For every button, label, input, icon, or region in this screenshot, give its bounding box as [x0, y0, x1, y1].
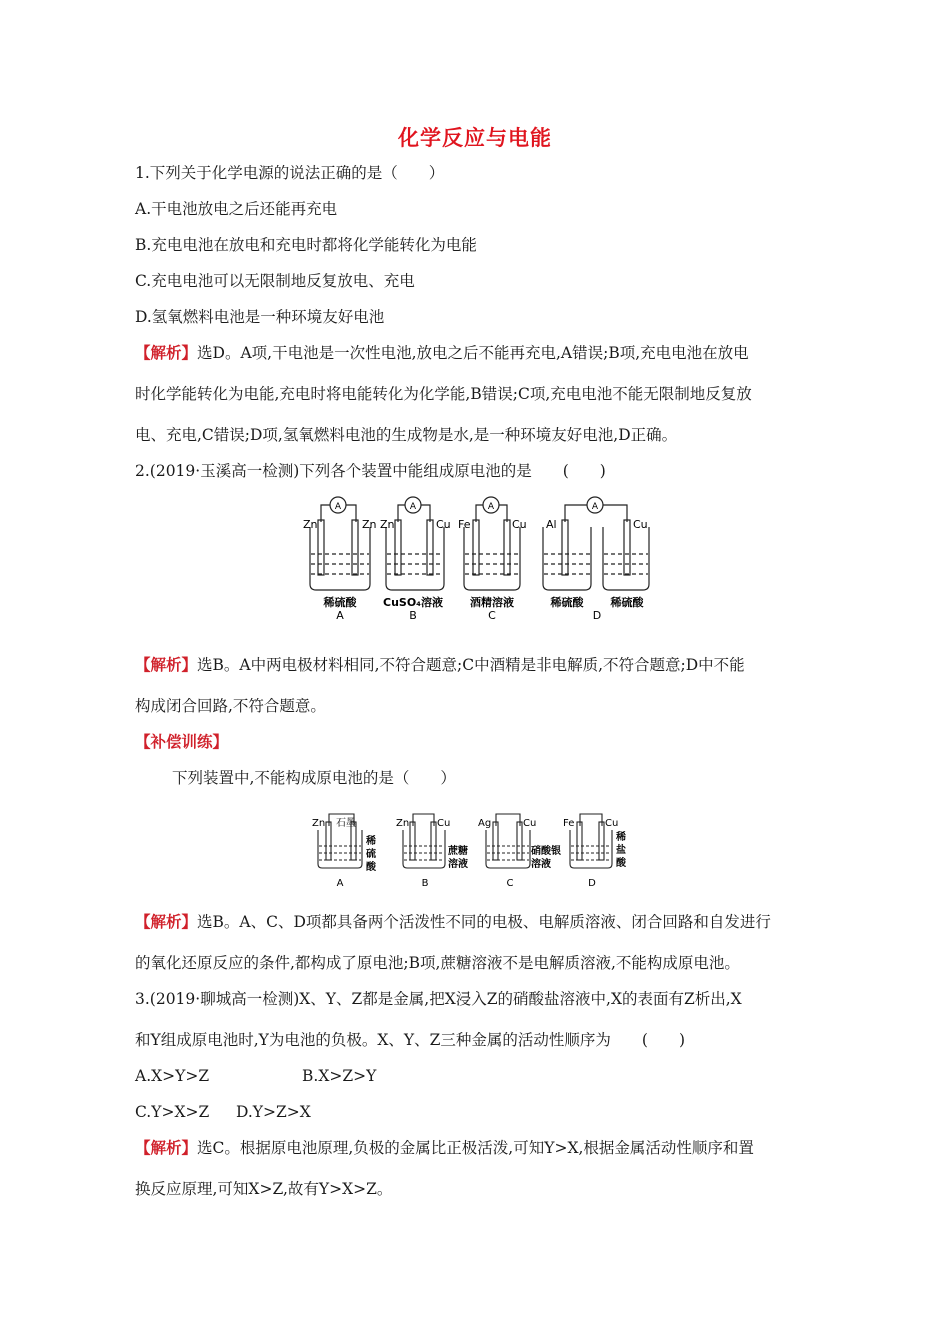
electrode	[577, 822, 582, 860]
supplement-tag	[135, 732, 228, 752]
question-2-figure	[0, 492, 950, 622]
question-1-option-a: A.干电池放电之后还能再充电	[135, 200, 338, 218]
electrode-label: Cu	[437, 818, 451, 829]
analysis-text: 选C。根据原电池原理,负极的金属比正极活泼,可知Y>X,根据金属活动性顺序和置	[197, 1139, 754, 1157]
electrode-label: 石墨	[336, 818, 356, 829]
beaker-icon	[310, 527, 370, 590]
analysis-text: 选B。A中两电极材料相同,不符合题意;C中酒精是非电解质,不符合题意;D中不能	[197, 656, 745, 674]
analysis-tag: 【解析】	[135, 344, 198, 362]
analysis-tag: 【解析】	[135, 1139, 198, 1157]
electrode	[562, 520, 568, 575]
ammeter-label: A	[487, 502, 495, 512]
cell-letter: B	[421, 878, 429, 889]
solution-label: 稀	[366, 836, 376, 847]
question-1-option-d: D.氢氧燃料电池是一种环境友好电池	[135, 308, 385, 326]
analysis-text: 选D。A项,干电池是一次性电池,放电之后不能再充电,A错误;B项,充电电池在放电	[197, 344, 749, 362]
electrode	[352, 520, 358, 575]
question-3-stem-line-2: 和Y组成原电池时,Y为电池的负极。X、Y、Z三种金属的活动性顺序为 ( )	[135, 1031, 686, 1049]
electrode-label: Cu	[512, 518, 527, 531]
electrode-label: Cu	[605, 818, 619, 829]
analysis-tag: 【解析】	[135, 656, 198, 674]
question-3-option-a: A.X>Y>Z	[135, 1067, 210, 1085]
electrode	[473, 520, 479, 575]
question-3-option-c: C.Y>X>Z	[135, 1103, 210, 1121]
electrode-label: Zn	[380, 518, 395, 531]
question-2-stem: 2.(2019·玉溪高一检测)下列各个装置中能组成原电池的是 ( )	[135, 462, 606, 480]
electrode	[624, 520, 630, 575]
beaker-icon	[403, 830, 445, 868]
solution-label: 硝酸银	[531, 846, 561, 857]
question-1-analysis-line-2: 时化学能转化为电能,充电时将电能转化为化学能,B错误;C项,充电电池不能无限制地反复放	[135, 385, 752, 403]
analysis-text: 选B。A、C、D项都具备两个活泼性不同的电极、电解质溶液、闭合回路和自发进行	[197, 913, 771, 931]
cell-letter: C	[506, 878, 514, 889]
electrode	[395, 520, 401, 575]
beaker-icon	[318, 830, 362, 868]
electrode-label: Zn	[396, 818, 410, 829]
supplement-analysis-line-2: 的氧化还原反应的条件,都构成了原电池;B项,蔗糖溶液不是电解质溶液,不能构成原电池。	[135, 954, 740, 972]
question-1-analysis-line-1	[135, 343, 749, 363]
electrode-label: Zn	[312, 818, 326, 829]
electrode	[517, 822, 522, 860]
electrode-label: Al	[546, 518, 557, 531]
question-2-analysis-line-2: 构成闭合回路,不符合题意。	[135, 697, 326, 715]
question-2-analysis-line-1	[135, 655, 745, 675]
electrode	[326, 822, 331, 860]
cell-letter: D	[592, 609, 602, 622]
analysis-tag: 【解析】	[135, 913, 198, 931]
solution-label: 稀硫酸	[323, 596, 357, 609]
solution-label: 酒精溶液	[470, 596, 514, 609]
page-title: 化学反应与电能	[398, 126, 552, 150]
cell-letter: C	[488, 609, 496, 622]
electrode-label: Cu	[633, 518, 648, 531]
supplement-tag-text: 【补偿训练】	[135, 733, 229, 751]
electrode	[504, 520, 510, 575]
beaker-icon	[464, 527, 520, 590]
supplement-stem: 下列装置中,不能构成原电池的是（ ）	[172, 769, 456, 787]
solution-label: 酸	[616, 858, 626, 869]
solution-label: 硫	[366, 849, 376, 860]
question-1-option-b: B.充电电池在放电和充电时都将化学能转化为电能	[135, 236, 477, 254]
question-3-analysis-line-2: 换反应原理,可知X>Z,故有Y>X>Z。	[135, 1180, 393, 1198]
supplement-analysis-line-1	[135, 912, 771, 932]
question-3-option-b: B.X>Z>Y	[302, 1067, 377, 1085]
solution-label: 稀硫酸	[550, 596, 584, 609]
cell-letter: A	[336, 878, 344, 889]
electrode	[493, 822, 498, 860]
question-1-option-c: C.充电电池可以无限制地反复放电、充电	[135, 272, 415, 290]
solution-label: 稀硫酸	[610, 596, 644, 609]
solution-label: 盐	[616, 845, 626, 856]
beaker-icon	[570, 830, 612, 868]
question-3-stem-line-1: 3.(2019·聊城高一检测)X、Y、Z都是金属,把X浸入Z的硝酸盐溶液中,X的表面有Z析出,X	[135, 990, 742, 1008]
cell-letter: D	[588, 878, 596, 889]
solution-label: 溶液	[531, 859, 551, 870]
solution-label: 溶液	[448, 859, 468, 870]
electrode-label: Cu	[436, 518, 451, 531]
electrode-label: Zn	[303, 518, 318, 531]
electrode-label: Ag	[478, 818, 492, 829]
question-1-analysis-line-3: 电、充电,C错误;D项,氢氧燃料电池的生成物是水,是一种环境友好电池,D正确。	[135, 426, 678, 444]
cell-letter: A	[336, 609, 344, 622]
solution-label: 蔗糖	[448, 846, 468, 857]
solution-label: 酸	[366, 862, 376, 873]
electrode-label: Fe	[458, 518, 471, 531]
electrode	[431, 822, 436, 860]
ammeter-label: A	[591, 502, 599, 512]
solution-label: CuSO₄溶液	[383, 596, 443, 609]
electrode-label: Zn	[362, 518, 377, 531]
electrode-label: Cu	[523, 818, 537, 829]
question-1-stem: 1.下列关于化学电源的说法正确的是（ ）	[135, 164, 445, 182]
question-3-option-d: D.Y>Z>X	[236, 1103, 311, 1121]
supplement-figure	[0, 808, 950, 898]
electrode	[318, 520, 324, 575]
electrode	[599, 822, 604, 860]
electrode	[410, 822, 415, 860]
electrode-label: Fe	[563, 818, 575, 829]
solution-label: 稀	[616, 832, 626, 843]
wire	[496, 814, 520, 826]
beaker-icon	[543, 527, 591, 590]
beaker-icon	[603, 527, 649, 590]
ammeter-label: A	[409, 502, 417, 512]
ammeter-label: A	[334, 502, 342, 512]
cell-letter: B	[409, 609, 417, 622]
question-3-analysis-line-1	[135, 1138, 754, 1158]
electrode	[427, 520, 433, 575]
